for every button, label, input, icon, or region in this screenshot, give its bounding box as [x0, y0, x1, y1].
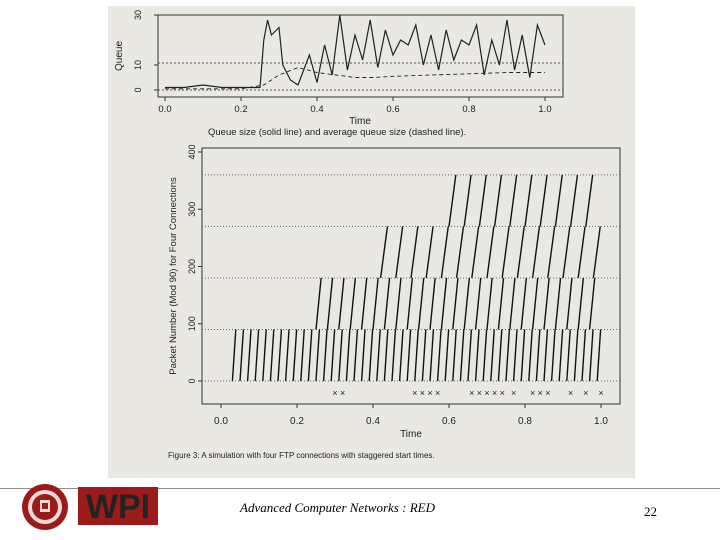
- packet-ylabel: Packet Number (Mod 90) for Four Connections: [168, 177, 179, 375]
- packet-trace-conn-1: [248, 329, 251, 381]
- packet-trace-conn-2: [498, 278, 503, 330]
- wpi-logo: [76, 485, 160, 527]
- queue-ytick-label: 10: [133, 59, 143, 71]
- packet-trace-conn-1: [308, 329, 311, 381]
- packet-trace-conn-1: [270, 329, 273, 381]
- packet-trace-conn-2: [476, 278, 481, 330]
- figure-svg: [108, 6, 635, 478]
- packet-trace-conn-1: [536, 329, 539, 381]
- packet-trace-conn-4: [464, 175, 471, 227]
- packet-trace-conn-2: [327, 278, 332, 330]
- packet-trace-conn-1: [422, 329, 425, 381]
- queue-xtick-label: 0.2: [234, 104, 248, 115]
- packet-trace-conn-1: [324, 329, 327, 381]
- packet-trace-conn-2: [510, 278, 515, 330]
- drop-marker: ×: [529, 388, 536, 398]
- packet-ytick-label: 300: [187, 201, 197, 217]
- packet-trace-conn-1: [400, 329, 403, 381]
- packet-trace-conn-1: [430, 329, 433, 381]
- packet-trace-conn-1: [529, 329, 532, 381]
- packet-trace-conn-1: [316, 329, 319, 381]
- packet-trace-conn-1: [468, 329, 471, 381]
- packet-trace-conn-2: [464, 278, 469, 330]
- queue-xlabel: Time: [349, 116, 371, 127]
- packet-ytick-label: 400: [187, 144, 197, 160]
- drop-marker: ×: [583, 388, 589, 398]
- packet-trace-conn-1: [582, 329, 585, 381]
- packet-trace-conn-1: [407, 329, 410, 381]
- wpi-seal-icon: [16, 482, 74, 532]
- drop-marker: ×: [434, 388, 441, 398]
- packet-trace-conn-2: [567, 278, 572, 330]
- packet-trace-conn-1: [567, 329, 570, 381]
- packet-trace-conn-1: [354, 329, 357, 381]
- packet-trace-conn-3: [457, 226, 464, 278]
- packet-trace-conn-1: [483, 329, 486, 381]
- packet-ytick-label: 0: [187, 378, 197, 384]
- packet-trace-conn-2: [316, 278, 321, 330]
- packet-trace-conn-3: [517, 226, 524, 278]
- packet-ytick-label: 100: [187, 316, 197, 332]
- scanned-figure: [108, 6, 635, 478]
- packet-trace-conn-3: [426, 226, 433, 278]
- drop-marker: ×: [484, 388, 490, 398]
- packet-trace-conn-1: [339, 329, 342, 381]
- packet-trace-conn-2: [521, 278, 526, 330]
- drop-marker: ×: [332, 388, 338, 398]
- packet-trace-conn-1: [377, 329, 380, 381]
- packet-trace-conn-1: [346, 329, 349, 381]
- packet-trace-conn-4: [525, 175, 532, 227]
- packet-trace-conn-1: [362, 329, 365, 381]
- page-number: 22: [644, 504, 657, 519]
- queue-xtick-label: 0.6: [386, 104, 400, 115]
- packet-trace-conn-3: [563, 226, 570, 278]
- packet-trace-conn-3: [396, 226, 403, 278]
- drop-marker: ×: [476, 388, 483, 398]
- packet-trace-conn-1: [240, 329, 243, 381]
- packet-trace-conn-2: [487, 278, 492, 330]
- packet-trace-conn-1: [255, 329, 258, 381]
- drop-marker: ×: [499, 388, 505, 398]
- packet-trace-conn-1: [552, 329, 555, 381]
- packet-trace-conn-1: [263, 329, 266, 381]
- packet-trace-conn-1: [232, 329, 235, 381]
- packet-trace-conn-3: [411, 226, 418, 278]
- packet-xtick-label: 0.4: [366, 416, 380, 427]
- drop-marker: ×: [567, 388, 574, 398]
- packet-trace-conn-3: [487, 226, 494, 278]
- packet-trace-conn-2: [350, 278, 355, 330]
- packet-trace-conn-4: [586, 175, 593, 227]
- packet-xtick-label: 0.8: [518, 416, 532, 427]
- packet-trace-conn-3: [441, 226, 448, 278]
- packet-trace-conn-2: [362, 278, 367, 330]
- figure-caption: Figure 3: A simulation with four FTP connections with staggered start times.: [168, 451, 435, 460]
- packet-trace-conn-2: [430, 278, 435, 330]
- packet-trace-conn-3: [472, 226, 479, 278]
- packet-trace-conn-1: [445, 329, 448, 381]
- queue-ytick-label: 30: [133, 9, 143, 21]
- packet-trace-conn-1: [460, 329, 463, 381]
- packet-trace-conn-2: [373, 278, 378, 330]
- drop-marker: ×: [491, 388, 498, 398]
- drop-marker: ×: [469, 388, 475, 398]
- drop-marker: ×: [598, 388, 604, 398]
- packet-xtick-label: 0.2: [290, 416, 304, 427]
- queue-xtick-label: 0.8: [462, 104, 476, 115]
- packet-trace-conn-4: [510, 175, 517, 227]
- packet-trace-conn-4: [479, 175, 486, 227]
- queue-series-2: [165, 68, 545, 89]
- packet-trace-conn-1: [392, 329, 395, 381]
- packet-trace-conn-1: [278, 329, 281, 381]
- wpi-logo-text: WPI: [85, 488, 151, 526]
- packet-trace-conn-1: [476, 329, 479, 381]
- packet-trace-conn-3: [548, 226, 555, 278]
- packet-trace-conn-2: [555, 278, 560, 330]
- packet-trace-conn-1: [590, 329, 593, 381]
- packet-trace-conn-3: [578, 226, 585, 278]
- packet-chart: [168, 144, 620, 460]
- drop-marker: ×: [427, 388, 433, 398]
- packet-trace-conn-1: [491, 329, 494, 381]
- course-title: Advanced Computer Networks : RED: [240, 500, 435, 515]
- packet-trace-conn-1: [331, 329, 334, 381]
- packet-trace-conn-1: [438, 329, 441, 381]
- packet-trace-conn-3: [593, 226, 600, 278]
- packet-trace-conn-2: [578, 278, 583, 330]
- drop-marker: ×: [537, 388, 543, 398]
- packet-trace-conn-1: [453, 329, 456, 381]
- packet-xtick-label: 1.0: [594, 416, 608, 427]
- packet-trace-conn-2: [590, 278, 595, 330]
- packet-trace-conn-1: [293, 329, 296, 381]
- queue-caption: Queue size (solid line) and average queue size (dashed line).: [208, 127, 467, 138]
- packet-xlabel: Time: [400, 429, 422, 440]
- packet-trace-conn-2: [441, 278, 446, 330]
- queue-chart: [114, 10, 563, 138]
- packet-trace-conn-2: [384, 278, 389, 330]
- packet-xtick-label: 0.6: [442, 416, 456, 427]
- packet-trace-conn-4: [449, 175, 456, 227]
- packet-trace-conn-1: [574, 329, 577, 381]
- packet-trace-conn-1: [521, 329, 524, 381]
- packet-trace-conn-3: [533, 226, 540, 278]
- queue-series-1: [165, 15, 545, 88]
- packet-trace-conn-4: [555, 175, 562, 227]
- queue-xtick-label: 1.0: [538, 104, 552, 115]
- packet-trace-conn-1: [514, 329, 517, 381]
- packet-ytick-label: 200: [187, 258, 197, 275]
- drop-marker: ×: [545, 388, 551, 398]
- packet-trace-conn-1: [384, 329, 387, 381]
- packet-trace-conn-2: [339, 278, 344, 330]
- drop-marker: ×: [510, 388, 517, 398]
- drop-marker: ×: [419, 388, 426, 398]
- queue-xtick-label: 0.0: [158, 104, 172, 115]
- queue-chart-frame: [158, 15, 563, 97]
- packet-trace-conn-4: [540, 175, 547, 227]
- packet-trace-conn-4: [495, 175, 502, 227]
- packet-trace-conn-1: [544, 329, 547, 381]
- packet-trace-conn-1: [369, 329, 372, 381]
- packet-trace-conn-2: [407, 278, 412, 330]
- packet-trace-conn-3: [381, 226, 388, 278]
- queue-ylabel: Queue: [114, 40, 125, 72]
- packet-trace-conn-2: [453, 278, 458, 330]
- packet-trace-conn-2: [544, 278, 549, 330]
- packet-trace-conn-4: [571, 175, 578, 227]
- packet-trace-conn-2: [396, 278, 401, 330]
- drop-marker: ×: [339, 388, 346, 398]
- queue-xtick-label: 0.4: [310, 104, 324, 115]
- packet-trace-conn-1: [559, 329, 562, 381]
- queue-ytick-label: 0: [133, 87, 143, 93]
- packet-trace-conn-1: [506, 329, 509, 381]
- packet-trace-conn-1: [597, 329, 600, 381]
- packet-trace-conn-1: [498, 329, 501, 381]
- packet-trace-conn-1: [301, 329, 304, 381]
- packet-trace-conn-1: [286, 329, 289, 381]
- packet-trace-conn-3: [502, 226, 509, 278]
- drop-marker: ×: [412, 388, 418, 398]
- packet-trace-conn-1: [415, 329, 418, 381]
- packet-trace-conn-2: [533, 278, 538, 330]
- packet-trace-conn-2: [419, 278, 424, 330]
- packet-xtick-label: 0.0: [214, 416, 228, 427]
